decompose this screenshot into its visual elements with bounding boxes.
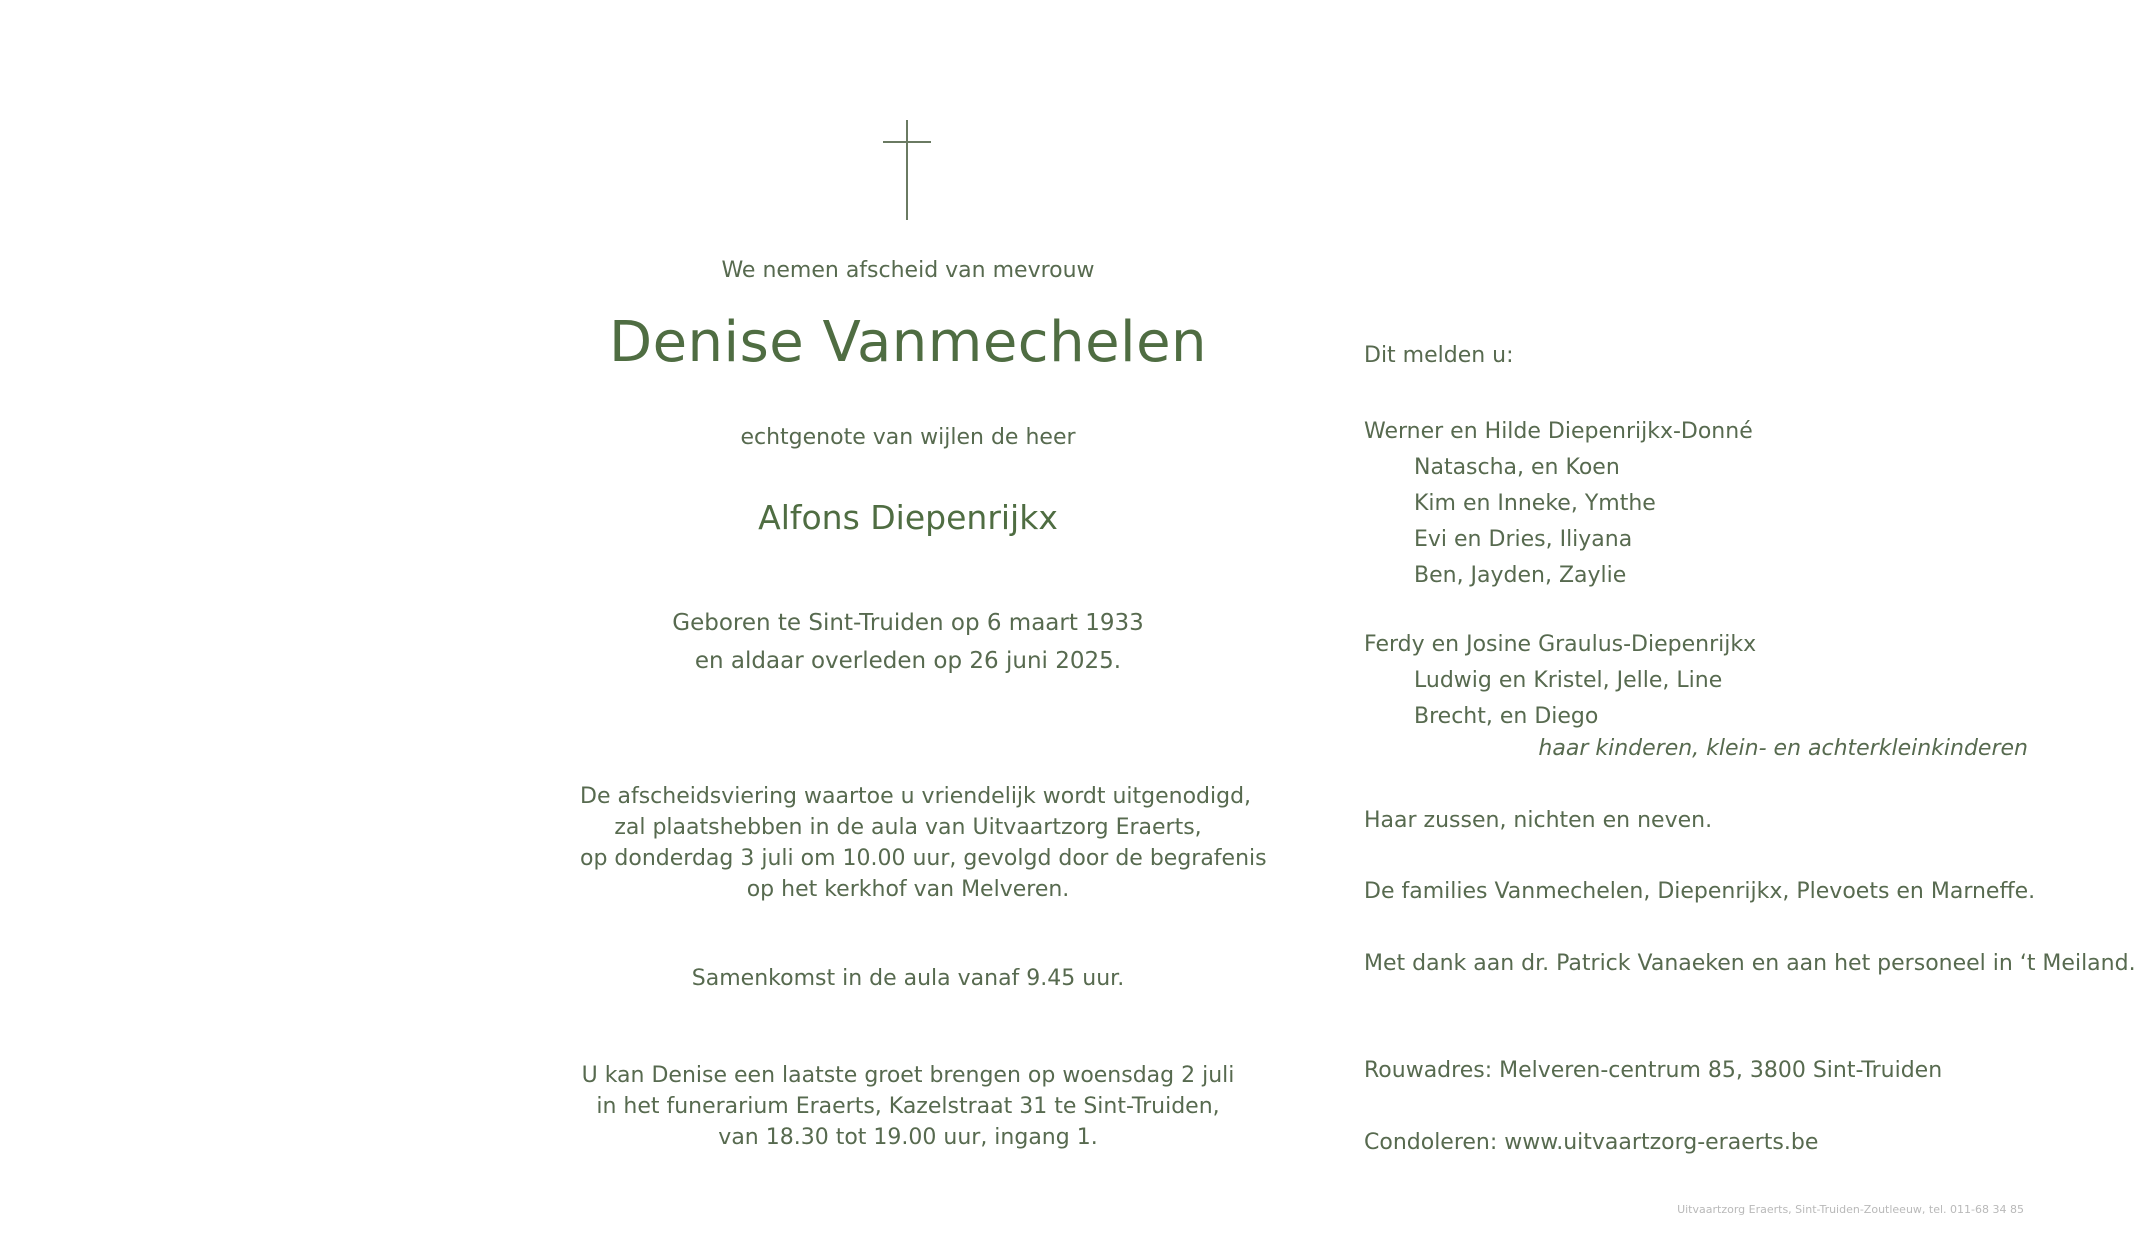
family-member: Ludwig en Kristel, Jelle, Line [1414,668,1723,693]
family-group-1 [1364,414,1753,594]
family-group-2 [1364,627,1756,735]
condolences-line: Condoleren: www.uitvaartzorg-eraerts.be [1364,1130,1819,1155]
family-member: Brecht, en Diego [1414,704,1599,729]
family-group-head: Werner en Hilde Diepenrijkx-Donné [1364,419,1753,444]
family-member: Kim en Inneke, Ymthe [1414,491,1656,516]
service-line: De afscheidsviering waartoe u vriendelijk wordt uitgenodigd, [580,784,1252,809]
footer-credit: Uitvaartzorg Eraerts, Sint-Truiden-Zoutleeuw, tel. 011-68 34 85 [1677,1203,2024,1216]
cross-icon [883,120,931,224]
visitation-line: van 18.30 tot 19.00 uur, ingang 1. [718,1125,1098,1150]
visitation-line: U kan Denise een laatste groet brengen op woensdag 2 juli [581,1063,1235,1088]
spouse-name: Alfons Diepenrijkx [758,498,1058,537]
visitation-line: in het funerarium Eraerts, Kazelstraat 31 te Sint-Truiden, [596,1094,1220,1119]
service-line: op donderdag 3 juli om 10.00 uur, gevolgd door de begrafenis [580,846,1267,871]
birth-line: Geboren te Sint-Truiden op 6 maart 1933 [672,610,1144,636]
families-line: De families Vanmechelen, Diepenrijkx, Plevoets en Marneffe. [1364,879,2036,904]
spouse-label: echtgenote van wijlen de heer [740,425,1076,450]
family-member: Natascha, en Koen [1414,455,1620,480]
gathering-info: Samenkomst in de aula vanaf 9.45 uur. [691,966,1125,991]
service-line: op het kerkhof van Melveren. [746,877,1070,902]
family-member: Ben, Jayden, Zaylie [1414,563,1627,588]
intro-text: We nemen afscheid van mevrouw [721,258,1095,283]
family-group-head: Ferdy en Josine Graulus-Diepenrijkx [1364,632,1757,657]
service-info [580,781,1267,905]
death-line: en aldaar overleden op 26 juni 2025. [694,648,1122,674]
visitation-info [580,1060,1236,1153]
relation-caption: haar kinderen, klein- en achterkleinkinderen [1538,736,2028,761]
sisters-line: Haar zussen, nichten en neven. [1364,808,1713,833]
family-member: Evi en Dries, Iliyana [1414,527,1633,552]
announce-label: Dit melden u: [1364,343,1514,368]
mourning-address: Rouwadres: Melveren-centrum 85, 3800 Sint-Truiden [1364,1058,1943,1083]
service-line: zal plaatshebben in de aula van Uitvaartzorg Eraerts, [614,815,1202,840]
birth-death-info [580,604,1236,680]
thanks-line: Met dank aan dr. Patrick Vanaeken en aan het personeel in ‘t Meiland. [1364,951,2136,976]
deceased-name: Denise Vanmechelen [608,310,1208,375]
